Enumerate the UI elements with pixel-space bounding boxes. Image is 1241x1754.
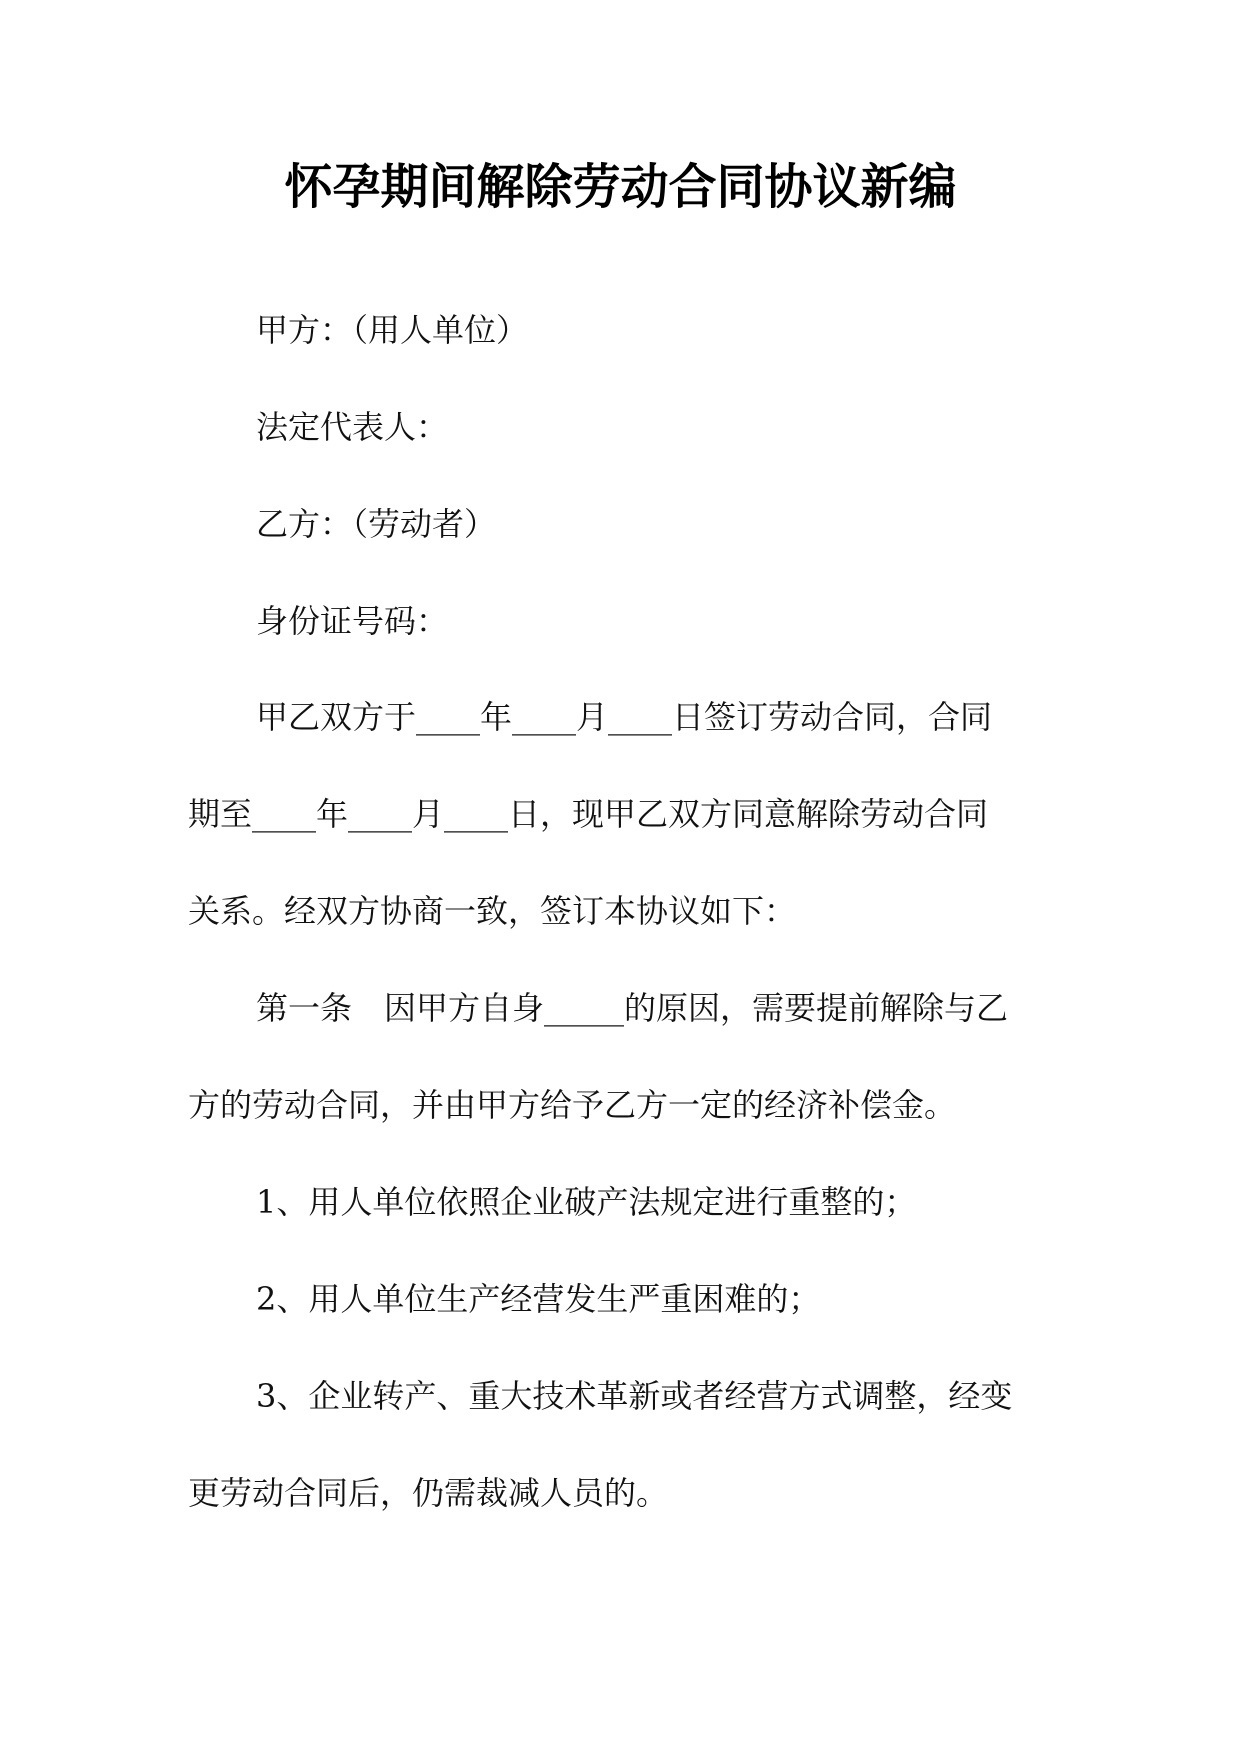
list-item-2: 2、用人单位生产经营发生严重困难的； bbox=[256, 1280, 821, 1318]
party-b-line: 乙方：（劳动者） bbox=[256, 505, 497, 543]
id-number-line: 身份证号码： bbox=[256, 602, 449, 640]
document-title: 怀孕期间解除劳动合同协议新编 bbox=[284, 159, 957, 215]
party-a-line: 甲方：（用人单位） bbox=[256, 311, 529, 349]
paragraph-line: 关系。经双方协商一致，签订本协议如下： bbox=[188, 892, 797, 930]
list-item-3: 3、企业转产、重大技术革新或者经营方式调整，经变 bbox=[256, 1377, 1013, 1415]
list-item-3-continued: 更劳动合同后，仍需裁减人员的。 bbox=[188, 1474, 669, 1512]
list-item-1: 1、用人单位依照企业破产法规定进行重整的； bbox=[256, 1183, 917, 1221]
legal-representative-line: 法定代表人： bbox=[256, 408, 449, 446]
paragraph-line: 甲乙双方于____年____月____日签订劳动合同，合同 bbox=[256, 698, 993, 736]
article-one-line: 第一条 因甲方自身_____的原因，需要提前解除与乙 bbox=[256, 989, 1009, 1027]
article-one-line: 方的劳动合同，并由甲方给予乙方一定的经济补偿金。 bbox=[188, 1086, 957, 1124]
paragraph-line: 期至____年____月____日，现甲乙双方同意解除劳动合同 bbox=[188, 795, 989, 833]
